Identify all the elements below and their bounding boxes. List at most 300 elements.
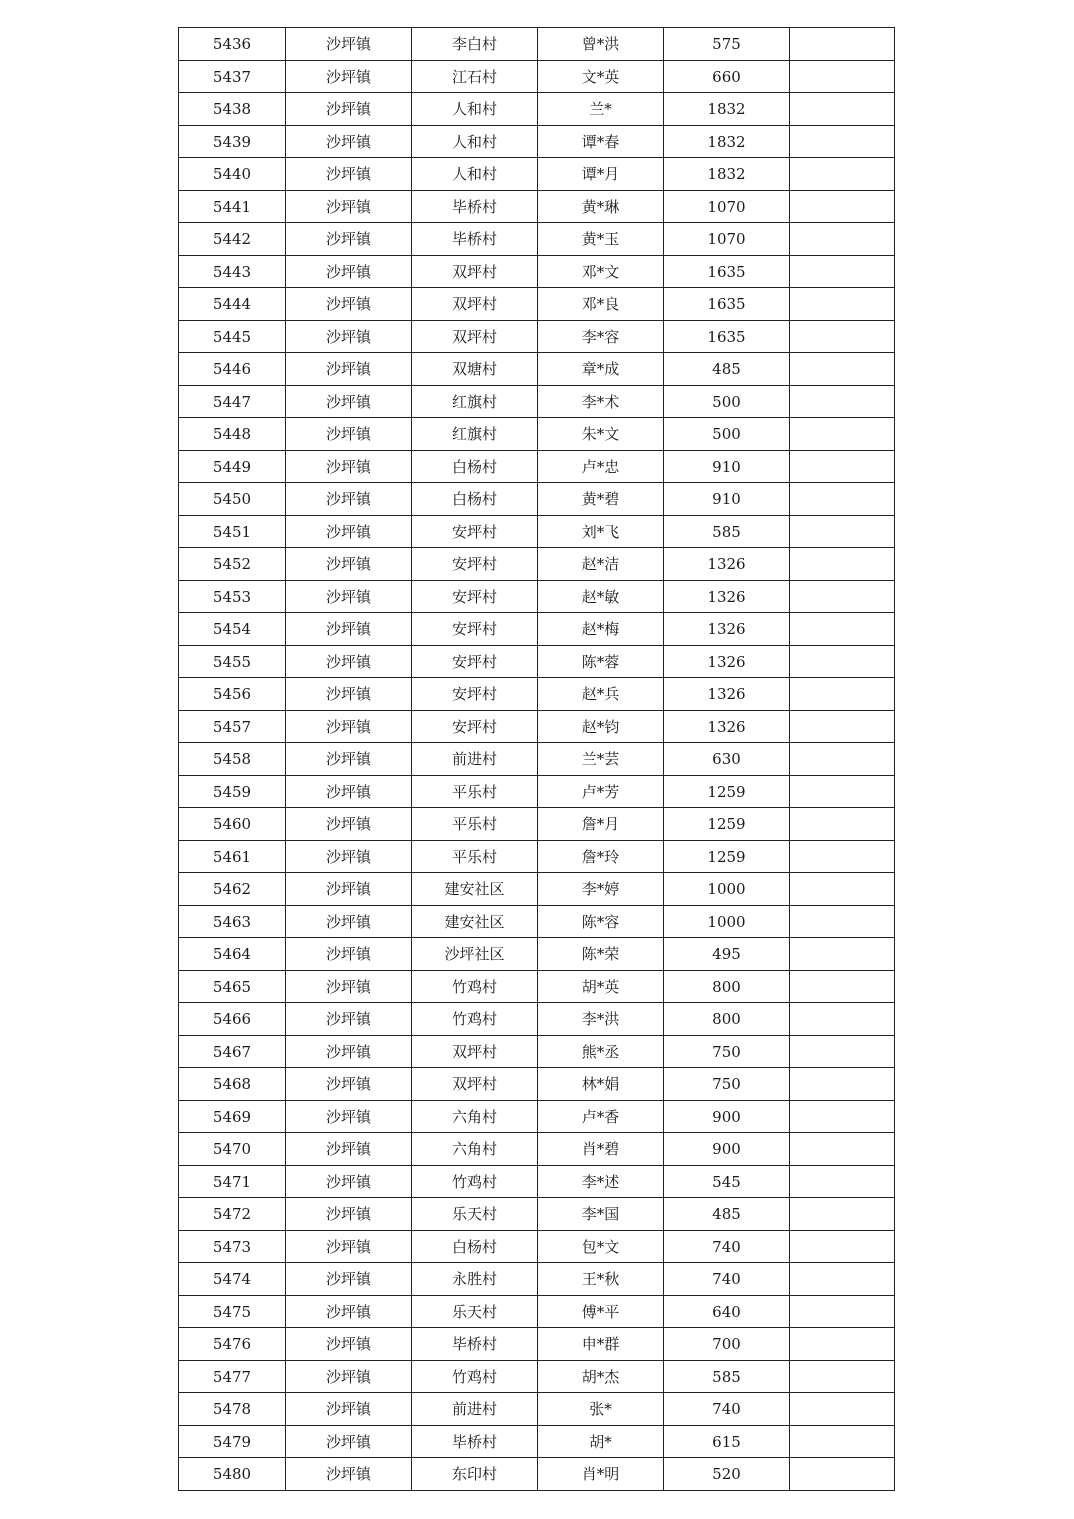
remark-cell <box>790 1230 895 1263</box>
town: 沙坪镇 <box>325 1465 371 1484</box>
serial-number: 5445 <box>212 327 252 346</box>
person-name: 詹*玲 <box>581 847 620 866</box>
amount-cell <box>664 450 790 483</box>
town-cell <box>286 1393 412 1426</box>
town-cell <box>286 710 412 743</box>
serial-number: 5439 <box>212 132 252 151</box>
remark-cell <box>790 840 895 873</box>
serial-number: 5451 <box>212 522 252 541</box>
town: 沙坪镇 <box>325 360 371 379</box>
village-cell <box>412 93 538 126</box>
remark-cell <box>790 483 895 516</box>
amount-cell <box>664 840 790 873</box>
amount: 640 <box>712 1302 741 1321</box>
amount: 800 <box>712 1010 741 1029</box>
village: 平乐村 <box>451 815 497 834</box>
village: 安坪村 <box>451 587 497 606</box>
table-row <box>179 873 895 906</box>
amount-cell <box>664 775 790 808</box>
town-cell <box>286 548 412 581</box>
person-name: 朱*文 <box>581 425 620 444</box>
person-name-cell <box>538 613 664 646</box>
serial-number-cell <box>179 1068 286 1101</box>
table-row <box>179 125 895 158</box>
town: 沙坪镇 <box>325 1335 371 1354</box>
serial-number-cell <box>179 743 286 776</box>
remark-cell <box>790 1198 895 1231</box>
village-cell <box>412 1165 538 1198</box>
town: 沙坪镇 <box>325 1432 371 1451</box>
amount: 1635 <box>707 295 746 314</box>
amount-cell <box>664 1295 790 1328</box>
person-name-cell <box>538 548 664 581</box>
remark-cell <box>790 385 895 418</box>
village-cell <box>412 28 538 61</box>
remark-cell <box>790 28 895 61</box>
person-name: 李*术 <box>581 392 620 411</box>
person-name: 包*文 <box>581 1237 620 1256</box>
remark-cell <box>790 613 895 646</box>
village: 双坪村 <box>451 1042 497 1061</box>
town: 沙坪镇 <box>325 425 371 444</box>
town: 沙坪镇 <box>325 490 371 509</box>
table-row <box>179 223 895 256</box>
amount-cell <box>664 1328 790 1361</box>
remark-cell <box>790 255 895 288</box>
amount-cell <box>664 1393 790 1426</box>
village: 白杨村 <box>451 490 497 509</box>
town-cell <box>286 60 412 93</box>
serial-number-cell <box>179 1360 286 1393</box>
village-cell <box>412 158 538 191</box>
town: 沙坪镇 <box>325 1107 371 1126</box>
town: 沙坪镇 <box>325 262 371 281</box>
person-name-cell <box>538 808 664 841</box>
serial-number: 5466 <box>212 1010 252 1029</box>
serial-number-cell <box>179 1003 286 1036</box>
village: 双坪村 <box>451 295 497 314</box>
village: 双坪村 <box>451 1075 497 1094</box>
village-cell <box>412 320 538 353</box>
town: 沙坪镇 <box>325 35 371 54</box>
amount: 585 <box>712 522 741 541</box>
table-row <box>179 1068 895 1101</box>
serial-number-cell <box>179 1458 286 1491</box>
serial-number: 5443 <box>212 262 252 281</box>
serial-number: 5477 <box>212 1367 252 1386</box>
person-name: 张* <box>589 1400 612 1419</box>
table-row <box>179 1198 895 1231</box>
person-name-cell <box>538 1458 664 1491</box>
town: 沙坪镇 <box>325 1400 371 1419</box>
amount: 1635 <box>707 327 746 346</box>
person-name-cell <box>538 60 664 93</box>
village-cell <box>412 710 538 743</box>
serial-number: 5454 <box>212 620 252 639</box>
person-name: 李*洪 <box>581 1010 620 1029</box>
town-cell <box>286 743 412 776</box>
town-cell <box>286 808 412 841</box>
serial-number-cell <box>179 255 286 288</box>
table-row <box>179 1003 895 1036</box>
town-cell <box>286 645 412 678</box>
table-row <box>179 808 895 841</box>
person-name-cell <box>538 1295 664 1328</box>
serial-number: 5464 <box>212 945 252 964</box>
serial-number: 5465 <box>212 977 252 996</box>
town: 沙坪镇 <box>325 197 371 216</box>
amount-cell <box>664 60 790 93</box>
village-cell <box>412 1003 538 1036</box>
person-name: 邓*良 <box>581 295 620 314</box>
serial-number: 5452 <box>212 555 252 574</box>
table-row <box>179 1458 895 1491</box>
table-row <box>179 710 895 743</box>
serial-number: 5441 <box>212 197 252 216</box>
remark-cell <box>790 125 895 158</box>
amount: 740 <box>712 1400 741 1419</box>
person-name-cell <box>538 1133 664 1166</box>
remark-cell <box>790 1133 895 1166</box>
remark-cell <box>790 1003 895 1036</box>
town: 沙坪镇 <box>325 1042 371 1061</box>
table-row <box>179 1295 895 1328</box>
person-name: 王*秋 <box>581 1270 620 1289</box>
town-cell <box>286 450 412 483</box>
table-row <box>179 1230 895 1263</box>
person-name-cell <box>538 1425 664 1458</box>
village-cell <box>412 288 538 321</box>
remark-cell <box>790 450 895 483</box>
person-name-cell <box>538 515 664 548</box>
table-row <box>179 93 895 126</box>
amount: 545 <box>712 1172 741 1191</box>
person-name: 黄*碧 <box>581 490 620 509</box>
person-name-cell <box>538 418 664 451</box>
amount: 575 <box>712 35 741 54</box>
remark-cell <box>790 93 895 126</box>
remark-cell <box>790 320 895 353</box>
serial-number-cell <box>179 580 286 613</box>
village-cell <box>412 353 538 386</box>
amount-cell <box>664 1458 790 1491</box>
person-name-cell <box>538 645 664 678</box>
serial-number-cell <box>179 840 286 873</box>
table-row <box>179 158 895 191</box>
village-cell <box>412 775 538 808</box>
person-name-cell <box>538 873 664 906</box>
serial-number: 5462 <box>212 880 252 899</box>
amount-cell <box>664 353 790 386</box>
serial-number: 5459 <box>212 782 252 801</box>
town-cell <box>286 938 412 971</box>
village-cell <box>412 190 538 223</box>
serial-number: 5453 <box>212 587 252 606</box>
remark-cell <box>790 1360 895 1393</box>
table-row <box>179 548 895 581</box>
village: 李白村 <box>451 35 497 54</box>
town-cell <box>286 905 412 938</box>
person-name-cell <box>538 710 664 743</box>
table-row <box>179 450 895 483</box>
village-cell <box>412 840 538 873</box>
town-cell <box>286 28 412 61</box>
village-cell <box>412 548 538 581</box>
remark-cell <box>790 60 895 93</box>
person-name-cell <box>538 255 664 288</box>
town-cell <box>286 1165 412 1198</box>
village-cell <box>412 450 538 483</box>
town: 沙坪镇 <box>325 230 371 249</box>
amount-cell <box>664 1425 790 1458</box>
person-name: 肖*明 <box>581 1465 620 1484</box>
amount-cell <box>664 158 790 191</box>
amount: 1326 <box>707 652 746 671</box>
person-name-cell <box>538 1068 664 1101</box>
amount-cell <box>664 645 790 678</box>
amount: 520 <box>712 1465 741 1484</box>
town: 沙坪镇 <box>325 587 371 606</box>
town-cell <box>286 418 412 451</box>
town-cell <box>286 1230 412 1263</box>
town: 沙坪镇 <box>325 652 371 671</box>
amount: 1000 <box>707 912 746 931</box>
village: 双坪村 <box>451 327 497 346</box>
amount: 1832 <box>707 165 746 184</box>
table-row <box>179 288 895 321</box>
town: 沙坪镇 <box>325 912 371 931</box>
village: 竹鸡村 <box>451 977 497 996</box>
person-name: 李*国 <box>581 1205 620 1224</box>
amount-cell <box>664 515 790 548</box>
town: 沙坪镇 <box>325 1172 371 1191</box>
amount-cell <box>664 1198 790 1231</box>
amount: 660 <box>712 67 741 86</box>
town-cell <box>286 353 412 386</box>
serial-number-cell <box>179 353 286 386</box>
village: 竹鸡村 <box>451 1367 497 1386</box>
remark-cell <box>790 970 895 1003</box>
town-cell <box>286 515 412 548</box>
person-name: 赵*洁 <box>581 555 620 574</box>
remark-cell <box>790 645 895 678</box>
town-cell <box>286 320 412 353</box>
serial-number-cell <box>179 320 286 353</box>
town: 沙坪镇 <box>325 880 371 899</box>
amount: 910 <box>712 490 741 509</box>
amount: 1326 <box>707 685 746 704</box>
person-name: 赵*兵 <box>581 685 620 704</box>
village-cell <box>412 60 538 93</box>
village: 双坪村 <box>451 262 497 281</box>
person-name: 詹*月 <box>581 815 620 834</box>
amount: 750 <box>712 1075 741 1094</box>
serial-number-cell <box>179 288 286 321</box>
amount: 1832 <box>707 100 746 119</box>
table-row <box>179 775 895 808</box>
town-cell <box>286 288 412 321</box>
serial-number-cell <box>179 808 286 841</box>
town: 沙坪镇 <box>325 522 371 541</box>
town: 沙坪镇 <box>325 132 371 151</box>
amount-cell <box>664 808 790 841</box>
person-name-cell <box>538 970 664 1003</box>
town: 沙坪镇 <box>325 327 371 346</box>
village: 乐天村 <box>451 1302 497 1321</box>
serial-number-cell <box>179 1328 286 1361</box>
person-name-cell <box>538 450 664 483</box>
village-cell <box>412 1263 538 1296</box>
village: 人和村 <box>451 165 497 184</box>
serial-number-cell <box>179 1295 286 1328</box>
serial-number: 5444 <box>212 295 252 314</box>
town: 沙坪镇 <box>325 1075 371 1094</box>
records-table <box>178 27 895 1491</box>
village: 六角村 <box>451 1107 497 1126</box>
table-row <box>179 580 895 613</box>
town-cell <box>286 970 412 1003</box>
serial-number: 5440 <box>212 165 252 184</box>
town-cell <box>286 190 412 223</box>
serial-number-cell <box>179 1165 286 1198</box>
person-name: 赵*钧 <box>581 717 620 736</box>
amount: 630 <box>712 750 741 769</box>
person-name-cell <box>538 1165 664 1198</box>
village: 毕桥村 <box>451 1335 497 1354</box>
village: 毕桥村 <box>451 230 497 249</box>
person-name-cell <box>538 320 664 353</box>
town: 沙坪镇 <box>325 1010 371 1029</box>
serial-number-cell <box>179 60 286 93</box>
table-row <box>179 60 895 93</box>
serial-number: 5480 <box>212 1465 252 1484</box>
amount-cell <box>664 483 790 516</box>
village: 东印村 <box>451 1465 497 1484</box>
village: 建安社区 <box>444 880 505 899</box>
town: 沙坪镇 <box>325 815 371 834</box>
person-name: 卢*芳 <box>581 782 620 801</box>
village-cell <box>412 1458 538 1491</box>
person-name: 谭*月 <box>581 165 620 184</box>
serial-number-cell <box>179 548 286 581</box>
town: 沙坪镇 <box>325 1367 371 1386</box>
person-name-cell <box>538 840 664 873</box>
village: 人和村 <box>451 100 497 119</box>
remark-cell <box>790 1328 895 1361</box>
person-name-cell <box>538 1263 664 1296</box>
village: 安坪村 <box>451 685 497 704</box>
remark-cell <box>790 938 895 971</box>
village-cell <box>412 1198 538 1231</box>
town-cell <box>286 223 412 256</box>
remark-cell <box>790 223 895 256</box>
person-name: 卢*忠 <box>581 457 620 476</box>
town: 沙坪镇 <box>325 1270 371 1289</box>
amount-cell <box>664 418 790 451</box>
amount: 485 <box>712 360 741 379</box>
village: 永胜村 <box>451 1270 497 1289</box>
remark-cell <box>790 1100 895 1133</box>
town-cell <box>286 1328 412 1361</box>
person-name: 卢*香 <box>581 1107 620 1126</box>
town-cell <box>286 1003 412 1036</box>
records-table-body <box>179 28 895 1491</box>
amount: 1326 <box>707 587 746 606</box>
person-name-cell <box>538 1100 664 1133</box>
serial-number: 5476 <box>212 1335 252 1354</box>
serial-number: 5448 <box>212 425 252 444</box>
village-cell <box>412 418 538 451</box>
remark-cell <box>790 1393 895 1426</box>
amount-cell <box>664 1230 790 1263</box>
amount-cell <box>664 28 790 61</box>
person-name: 曾*洪 <box>581 35 620 54</box>
amount: 900 <box>712 1107 741 1126</box>
person-name-cell <box>538 288 664 321</box>
table-row <box>179 385 895 418</box>
remark-cell <box>790 775 895 808</box>
remark-cell <box>790 678 895 711</box>
person-name: 李*婷 <box>581 880 620 899</box>
person-name: 陈*蓉 <box>581 652 620 671</box>
table-row <box>179 418 895 451</box>
serial-number-cell <box>179 938 286 971</box>
village-cell <box>412 1100 538 1133</box>
person-name: 李*述 <box>581 1172 620 1191</box>
town: 沙坪镇 <box>325 457 371 476</box>
person-name: 傅*平 <box>581 1302 620 1321</box>
serial-number-cell <box>179 93 286 126</box>
remark-cell <box>790 158 895 191</box>
town-cell <box>286 255 412 288</box>
serial-number-cell <box>179 1393 286 1426</box>
village-cell <box>412 1393 538 1426</box>
town-cell <box>286 678 412 711</box>
person-name: 兰* <box>589 100 612 119</box>
town: 沙坪镇 <box>325 67 371 86</box>
serial-number-cell <box>179 223 286 256</box>
amount: 750 <box>712 1042 741 1061</box>
person-name: 刘*飞 <box>581 522 620 541</box>
amount-cell <box>664 613 790 646</box>
table-row <box>179 1100 895 1133</box>
amount: 1326 <box>707 620 746 639</box>
village: 安坪村 <box>451 555 497 574</box>
village: 建安社区 <box>444 912 505 931</box>
town-cell <box>286 1263 412 1296</box>
serial-number: 5456 <box>212 685 252 704</box>
amount-cell <box>664 1003 790 1036</box>
village: 红旗村 <box>451 392 497 411</box>
town-cell <box>286 1068 412 1101</box>
person-name: 文*英 <box>581 67 620 86</box>
serial-number-cell <box>179 873 286 906</box>
table-row <box>179 1425 895 1458</box>
village-cell <box>412 1360 538 1393</box>
town-cell <box>286 1100 412 1133</box>
serial-number-cell <box>179 450 286 483</box>
person-name-cell <box>538 483 664 516</box>
village-cell <box>412 1425 538 1458</box>
town-cell <box>286 1458 412 1491</box>
village-cell <box>412 1328 538 1361</box>
remark-cell <box>790 190 895 223</box>
town-cell <box>286 1295 412 1328</box>
serial-number-cell <box>179 515 286 548</box>
town-cell <box>286 840 412 873</box>
amount: 1259 <box>707 847 746 866</box>
village-cell <box>412 385 538 418</box>
